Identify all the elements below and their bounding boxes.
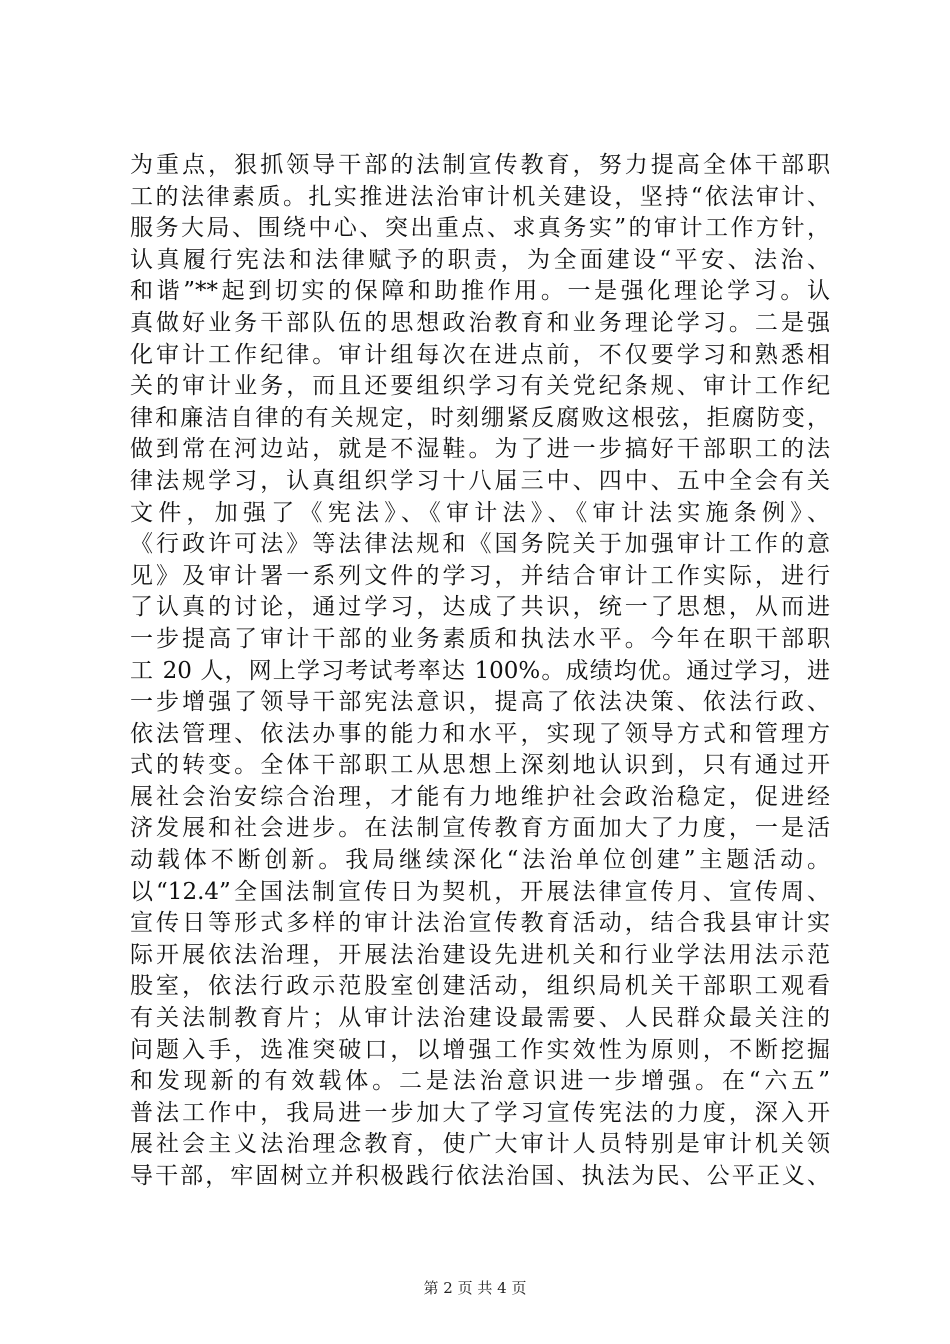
text-line: 认真履行宪法和法律赋予的职责，为全面建设“平安、法治、	[130, 246, 830, 273]
text-line: 做到常在河边站，就是不湿鞋。为了进一步搞好干部职工的法	[130, 436, 830, 463]
text-line: 服务大局、围绕中心、突出重点、求真务实”的审计工作方针，	[130, 215, 830, 242]
text-line: 工的法律素质。扎实推进法治审计机关建设，坚持“依法审计、	[130, 183, 830, 210]
text-line: 动载体不断创新。我局继续深化“法治单位创建”主题活动。	[130, 847, 830, 874]
page-footer: 第 2 页 共 4 页	[423, 1279, 527, 1297]
text-line: 济发展和社会进步。在法制宣传教育方面加大了力度，一是活	[130, 815, 830, 842]
text-line: 展社会主义法治理念教育，使广大审计人员特别是审计机关领	[130, 1131, 830, 1158]
text-line: 了认真的讨论，通过学习，达成了共识，统一了思想，从而进	[130, 594, 830, 621]
text-line: 以“12.4”全国法制宣传日为契机，开展法律宣传月、宣传周、	[130, 878, 830, 905]
text-line: 和发现新的有效载体。二是法治意识进一步增强。在“六五”	[130, 1068, 830, 1095]
text-line: 普法工作中，我局进一步加大了学习宣传宪法的力度，深入开	[130, 1099, 830, 1126]
text-line: 《行政许可法》等法律法规和《国务院关于加强审计工作的意	[130, 531, 830, 558]
text-line: 关的审计业务，而且还要组织学习有关党纪条规、审计工作纪	[130, 373, 830, 400]
text-line: 问题入手，选准突破口，以增强工作实效性为原则，不断挖掘	[130, 1036, 830, 1063]
body-text	[130, 150, 830, 1193]
text-line: 工 20 人，网上学习考试考率达 100%。成绩均优。通过学习，进	[130, 657, 830, 684]
text-line: 有关法制教育片；从审计法治建设最需要、人民群众最关注的	[130, 1005, 830, 1032]
text-line: 式的转变。全体干部职工从思想上深刻地认识到，只有通过开	[130, 752, 830, 779]
text-line: 一步提高了审计干部的业务素质和执法水平。今年在职干部职	[130, 625, 830, 652]
text-line: 律法规学习，认真组织学习十八届三中、四中、五中全会有关	[130, 467, 830, 494]
text-line: 为重点，狠抓领导干部的法制宣传教育，努力提高全体干部职	[130, 152, 830, 178]
text-line: 宣传日等形式多样的审计法治宣传教育活动，结合我县审计实	[130, 910, 830, 937]
text-line: 和谐”**起到切实的保障和助推作用。一是强化理论学习。认	[130, 278, 830, 305]
text-line: 股室，依法行政示范股室创建活动，组织局机关干部职工观看	[130, 973, 830, 1000]
text-line: 际开展依法治理，开展法治建设先进机关和行业学法用法示范	[130, 941, 830, 968]
text-line: 展社会治安综合治理，才能有力地维护社会政治稳定，促进经	[130, 783, 830, 810]
text-line: 真做好业务干部队伍的思想政治教育和业务理论学习。二是强	[130, 309, 830, 336]
text-line: 化审计工作纪律。审计组每次在进点前，不仅要学习和熟悉相	[130, 341, 830, 368]
text-line: 律和廉洁自律的有关规定，时刻绷紧反腐败这根弦，拒腐防变，	[130, 404, 830, 431]
text-line: 依法管理、依法办事的能力和水平，实现了领导方式和管理方	[130, 720, 830, 747]
text-line: 一步增强了领导干部宪法意识，提高了依法决策、依法行政、	[130, 689, 830, 716]
text-line: 文件，加强了《宪法》、《审计法》、《审计法实施条例》、	[130, 499, 830, 526]
text-line: 导干部，牢固树立并积极践行依法治国、执法为民、公平正义、	[130, 1163, 830, 1189]
text-line: 见》及审计署一系列文件的学习，并结合审计工作实际，进行	[130, 562, 830, 589]
